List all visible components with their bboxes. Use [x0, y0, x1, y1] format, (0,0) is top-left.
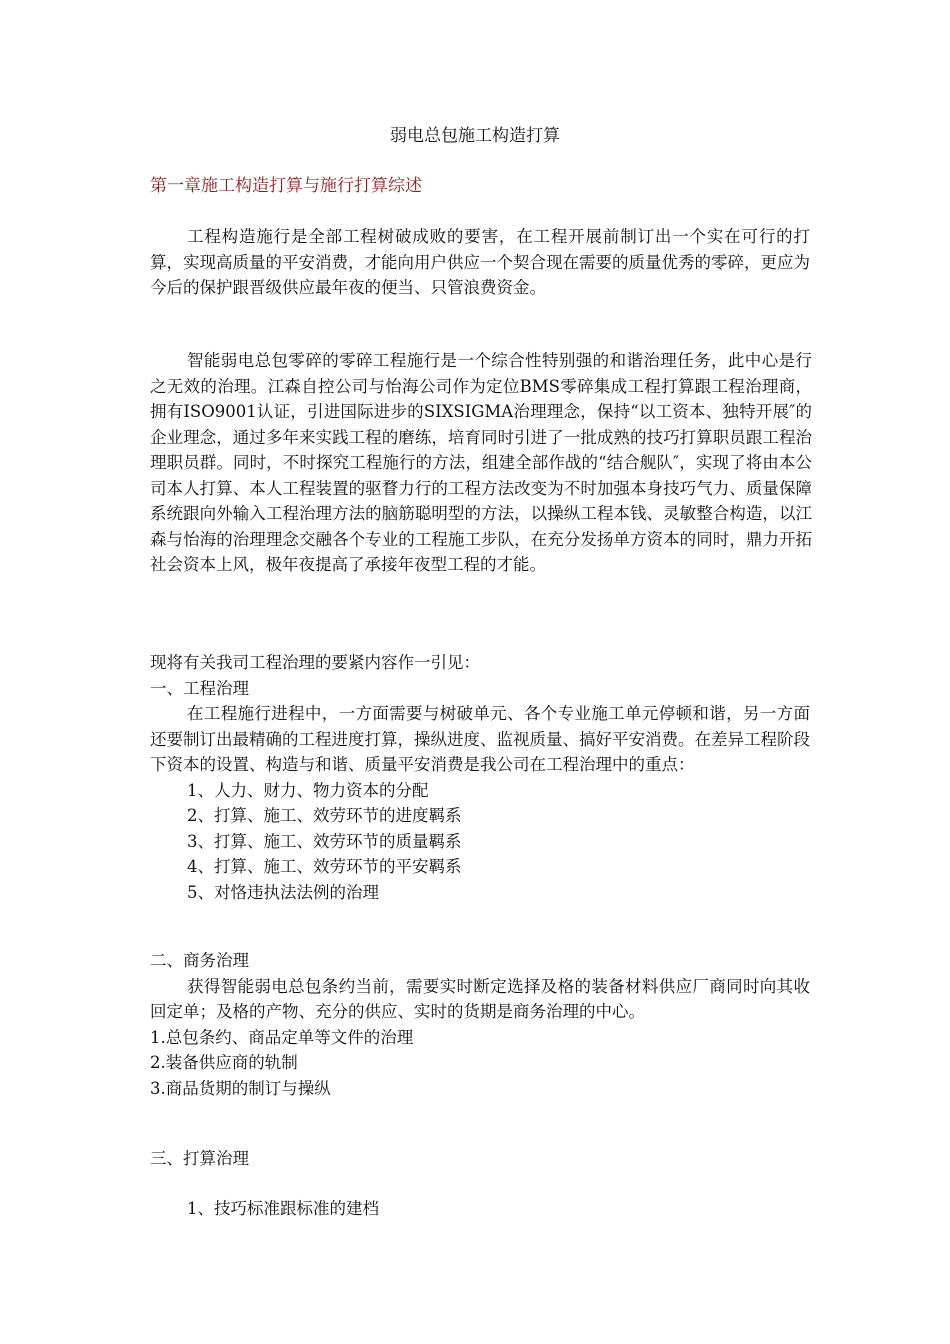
intro-line: 现将有关我司工程治理的要紧内容作一引见： [150, 653, 480, 672]
list-item: 4、打算、施工、效劳环节的平安羁系 [187, 857, 462, 876]
list-item: 3.商品货期的制订与操纵 [150, 1078, 331, 1098]
section-planning-items [150, 1196, 810, 1222]
section-paragraph-project: 在工程施行进程中，一方面需要与树破单元、各个专业施工单元停顿和谐，另一方面还要制订出最精确的工程进度打算，操纵进度、监视质量、搞好平安消费。在差异工程阶段下资本的设置、构造与和谐、质量平安消费是我公司在工程治理中的重点： [150, 704, 810, 774]
list-item: 1.总包条约、商品定单等文件的治理 [150, 1027, 414, 1047]
section-heading-business: 二、商务治理 [150, 951, 249, 970]
list-item: 2、打算、施工、效劳环节的进度羁系 [187, 806, 462, 825]
section-paragraph-business: 获得智能弱电总包条约当前，需要实时断定选择及格的装备材料供应厂商同时向其收回定单；及格的产物、充分的供应、实时的货期是商务治理的中心。 [150, 976, 810, 1021]
section-list [150, 650, 810, 905]
list-item: 2.装备供应商的轨制 [150, 1053, 298, 1072]
document-title: 弱电总包施工构造打算 [390, 126, 560, 146]
section-heading-project: 一、工程治理 [150, 678, 249, 698]
section-planning [150, 1146, 810, 1172]
list-item: 1、人力、财力、物力资本的分配 [187, 780, 429, 800]
chapter-heading: 第一章施工构造打算与施行打算综述 [150, 176, 422, 196]
list-item: 1、技巧标准跟标准的建档 [187, 1199, 379, 1218]
list-item: 5、对恪违执法法例的治理 [187, 882, 379, 902]
section-business [150, 948, 810, 1101]
paragraph-company: 智能弱电总包零碎的零碎工程施行是一个综合性特别强的和谐治理任务，此中心是行之无效的治理。江森自控公司与怡海公司作为定位BMS零碎集成工程打算跟工程治理商，拥有ISO9001认证，引进国际进步的SIXSIGMA治理理念，保持“以工资本、独特开展″的企业理念，通过多年来实践工程的磨练，培育同时引进了一批成熟的技巧打算职员跟工程治理职员群。同时，不时探究工程施行的方法，组建全部作战的“结合舰队″，实现了将由本公司本人打算、本人工程装置的驱瞀力行的工程方法改变为不时加强本身技巧气力、质量保障系统跟向外输入工程治理方法的脑筋聪明型的方法，以操纵工程本钱、灵敏整合构造，以江森与怡海的治理理念交融各个专业的工程施工步队，在充分发扬单方资本的同时，鼎力开拓社会资本上风，极年夜提高了承接年夜型工程的才能。 [150, 351, 812, 574]
section-heading-planning: 三、打算治理 [150, 1149, 249, 1168]
paragraph-intro: 工程构造施行是全部工程树破成败的要害，在工程开展前制订出一个实在可行的打算，实现高质量的平安消费，才能向用户供应一个契合现在需要的质量优秀的零碎，更应为今后的保护跟晋级供应最年夜的便当、只管浪费资金。 [150, 227, 810, 297]
list-item: 3、打算、施工、效劳环节的质量羁系 [187, 831, 462, 851]
